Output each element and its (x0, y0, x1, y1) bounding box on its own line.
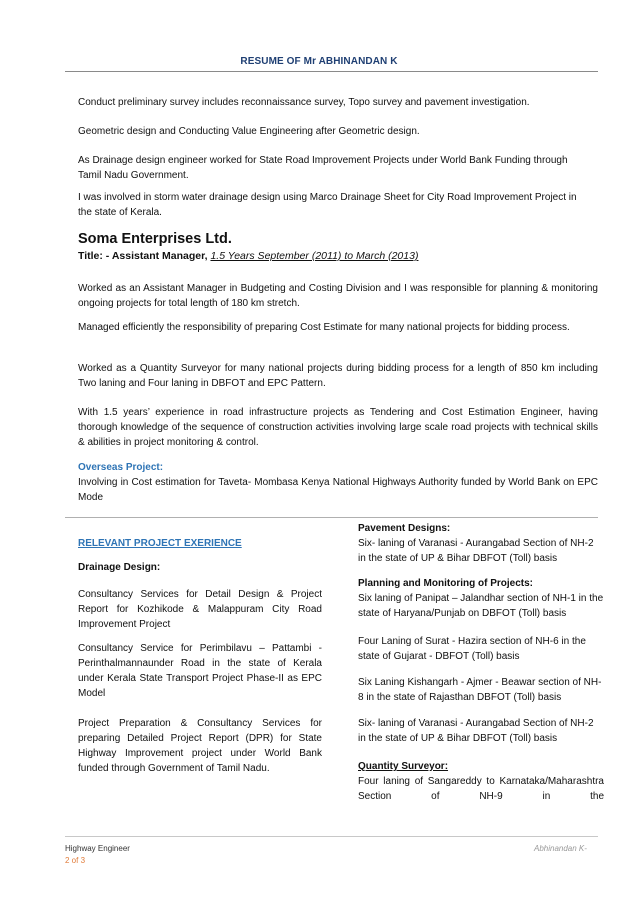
intro-paragraph: I was involved in storm water drainage design using Marco Drainage Sheet for City Road Improvement Project in the state of Kerala. (78, 192, 577, 218)
job-duration: 1.5 Years September (2011) to March (2013) (210, 250, 419, 262)
quantity-surveyor-heading: Quantity Surveyor: (358, 761, 449, 772)
responsibility-paragraph: With 1.5 years’ experience in road infrastructure projects as Tendering and Cost Estimation Engineer, having thorough knowledge of the sequence of construction activities involving large scale road projects with technical skills & abilities in project monitoring & control. (78, 407, 598, 448)
footer-role: Highway Engineer (65, 844, 130, 853)
relevant-experience-heading (78, 536, 322, 551)
drainage-project-item: Consultancy Service for Perimbilavu – Pattambi - Perinthalmannaunder Road in the state of Kerala under Kerala State Transport Project Phase-II as EPC Model (78, 643, 322, 699)
overseas-text: Involving in Cost estimation for Taveta- Mombasa Kenya National Highways Authority funded by World Bank on EPC Mode (78, 477, 598, 503)
responsibility-paragraph: Managed efficiently the responsibility of preparing Cost Estimate for many national projects for bidding process. (78, 322, 570, 333)
quantity-surveyor-text: Four laning of Sangareddy to Karnataka/Maharashtra Section of NH-9 in the (358, 776, 604, 802)
responsibility-paragraph: Worked as an Assistant Manager in Budgeting and Costing Division and I was responsible for planning & monitoring ongoing projects for total length of 180 km stretch. (78, 283, 598, 309)
planning-item: Six Laning Kishangarh - Ajmer - Beawar section of NH-8 in the state of Rajasthan DBFOT (Toll) basis (358, 677, 602, 703)
footer-rule (65, 836, 598, 837)
drainage-project-item: Project Preparation & Consultancy Services for preparing Detailed Project Report (DPR) for State Highway Improvement project under World Bank funded through Government of Tamil Nadu. (78, 718, 322, 774)
job-title: Title: - Assistant Manager, (78, 250, 208, 262)
planning-item: Six- laning of Varanasi - Aurangabad Section of NH-2 in the state of UP & Bihar DBFOT (Toll) basis (358, 718, 594, 744)
intro-paragraph: Conduct preliminary survey includes reconnaissance survey, Topo survey and pavement investigation. (78, 97, 530, 108)
page-header-title: RESUME OF Mr ABHINANDAN K (240, 56, 398, 67)
pavement-heading: Pavement Designs: (358, 523, 451, 534)
intro-paragraph: As Drainage design engineer worked for State Road Improvement Projects under World Bank Funding through Tamil Nadu Government. (78, 155, 568, 181)
job-title-line (78, 250, 418, 262)
drainage-project-item: Consultancy Services for Detail Design & Project Report for Kozhikode & Malappuram City Road Improvement Project (78, 589, 322, 630)
planning-heading: Planning and Monitoring of Projects: (358, 578, 533, 589)
pavement-text: Six- laning of Varanasi - Aurangabad Section of NH-2 in the state of UP & Bihar DBFOT (Toll) basis (358, 538, 594, 564)
footer-author: Abhinandan K- (534, 844, 587, 853)
responsibility-paragraph: Worked as a Quantity Surveyor for many national projects during bidding process for a length of 850 km including Two laning and Four laning in DBFOT and EPC Pattern. (78, 363, 598, 389)
company-name: Soma Enterprises Ltd. (78, 231, 232, 247)
planning-item: Four Laning of Surat - Hazira section of NH-6 in the state of Gujarat - DBFOT (Toll) basis (358, 636, 586, 662)
footer-page-number: 2 of 3 (65, 856, 86, 865)
header-rule (65, 71, 598, 72)
drainage-heading: Drainage Design: (78, 562, 161, 573)
section-rule (65, 517, 598, 518)
intro-paragraph: Geometric design and Conducting Value Engineering after Geometric design. (78, 126, 420, 137)
relevant-experience-title: RELEVANT PROJECT EXERIENCE (78, 538, 242, 549)
planning-item: Six laning of Panipat – Jalandhar section of NH-1 in the state of Haryana/Punjab on DBFOT (Toll) basis (358, 593, 604, 619)
overseas-heading: Overseas Project: (78, 462, 164, 473)
